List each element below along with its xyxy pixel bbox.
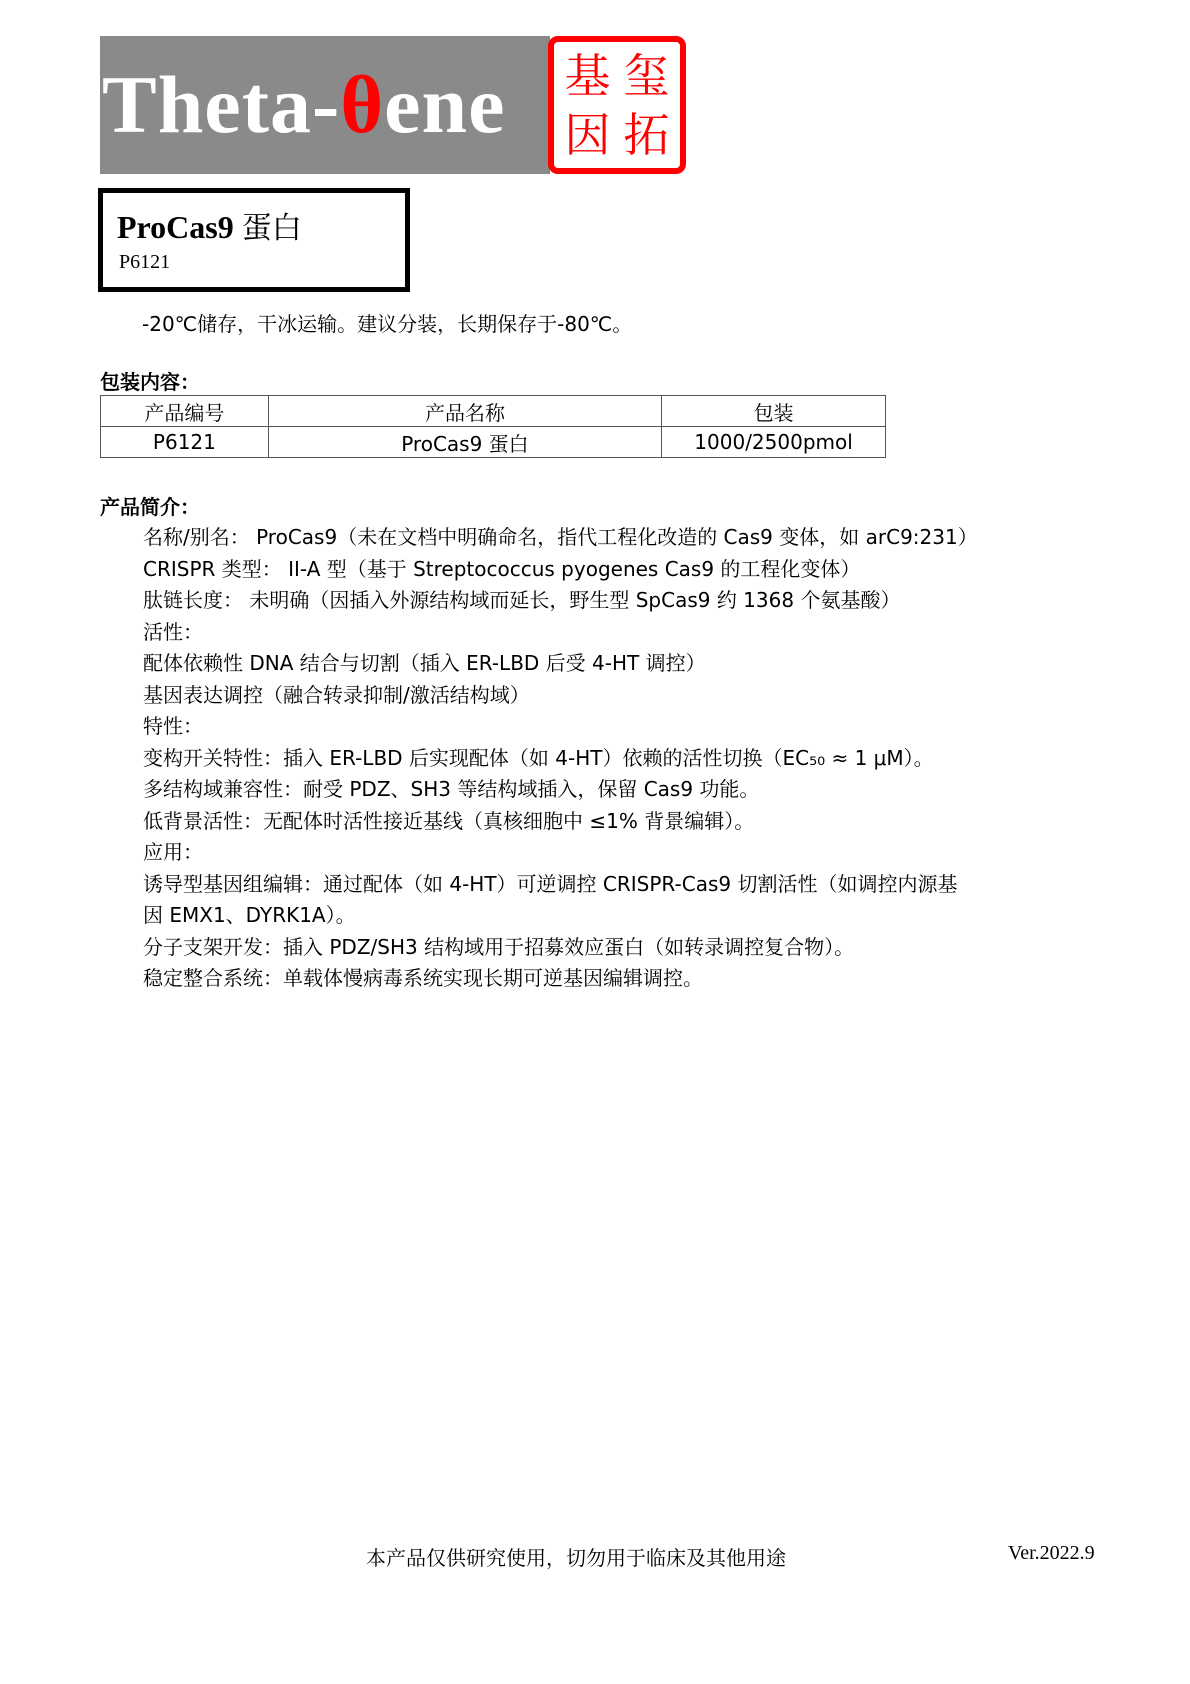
intro-line: 稳定整合系统：单载体慢病毒系统实现长期可逆基因编辑调控。: [143, 966, 703, 990]
header-product-name: 产品名称: [268, 396, 661, 427]
intro-line: 肽链长度： 未明确（因插入外源结构域而延长，野生型 SpCas9 约 1368 个氨基酸）: [143, 588, 901, 612]
storage-instructions: -20℃储存，干冰运输。建议分装，长期保存于-80℃。: [142, 312, 633, 336]
product-code: P6121: [119, 251, 171, 273]
cell-product-name: ProCas9 蛋白: [268, 427, 661, 458]
intro-line: 分子支架开发：插入 PDZ/SH3 结构域用于招募效应蛋白（如转录调控复合物）。: [143, 934, 855, 959]
packaging-title: 包装内容：: [100, 370, 200, 394]
product-title-box: [98, 188, 410, 292]
packaging-table: [100, 395, 886, 458]
table-header-row: [101, 396, 886, 427]
intro-line: 活性：: [143, 619, 203, 644]
seal-char-1: 基: [564, 48, 611, 103]
company-seal: [548, 36, 686, 174]
cell-product-code: P6121: [101, 427, 269, 458]
intro-line: CRISPR 类型： II-A 型（基于 Streptococcus pyogenes Cas9 的工程化变体）: [143, 556, 861, 581]
intro-line: 低背景活性：无配体时活性接近基线（真核细胞中 ≤1% 背景编辑）。: [143, 808, 755, 833]
product-name-cn: 蛋白: [241, 211, 302, 246]
header-product-code: 产品编号: [101, 396, 269, 427]
intro-line: 名称/别名： ProCas9（未在文档中明确命名，指代工程化改造的 Cas9 变体，如 arC9:231）: [143, 525, 978, 549]
intro-line: 因 EMX1、DYRK1A）。: [143, 903, 356, 927]
intro-line: 配体依赖性 DNA 结合与切割（插入 ER-LBD 后受 4-HT 调控）: [143, 651, 706, 675]
cell-package: 1000/2500pmol: [662, 427, 886, 458]
seal-char-2: 玺: [623, 48, 670, 103]
intro-line: 特性：: [143, 714, 203, 738]
logo-text-suffix: ene: [384, 59, 506, 150]
header-package: 包装: [662, 396, 886, 427]
logo-theta-glyph: θ: [340, 59, 385, 150]
product-name: [117, 203, 302, 247]
intro-line: 变构开关特性：插入 ER-LBD 后实现配体（如 4-HT）依赖的活性切换（EC₅₀ ≈ 1 μM）。: [143, 745, 934, 770]
seal-char-3: 因: [564, 107, 611, 162]
intro-title: 产品简介：: [100, 495, 200, 519]
table-row: [101, 427, 886, 458]
seal-char-4: 拓: [623, 107, 670, 162]
footer-version: Ver.2022.9: [1008, 1542, 1095, 1564]
intro-line: 应用：: [143, 840, 203, 864]
product-introduction: [143, 522, 1123, 995]
intro-line: 诱导型基因组编辑：通过配体（如 4-HT）可逆调控 CRISPR-Cas9 切割活性（如调控内源基: [143, 871, 958, 896]
product-name-en: ProCas9: [117, 209, 234, 245]
company-logo: [102, 58, 506, 152]
footer-disclaimer: 本产品仅供研究使用，切勿用于临床及其他用途: [366, 1546, 786, 1570]
intro-line: 多结构域兼容性：耐受 PDZ、SH3 等结构域插入，保留 Cas9 功能。: [143, 777, 760, 801]
intro-line: 基因表达调控（融合转录抑制/激活结构域）: [143, 682, 530, 707]
logo-text-prefix: Theta-: [102, 59, 341, 150]
